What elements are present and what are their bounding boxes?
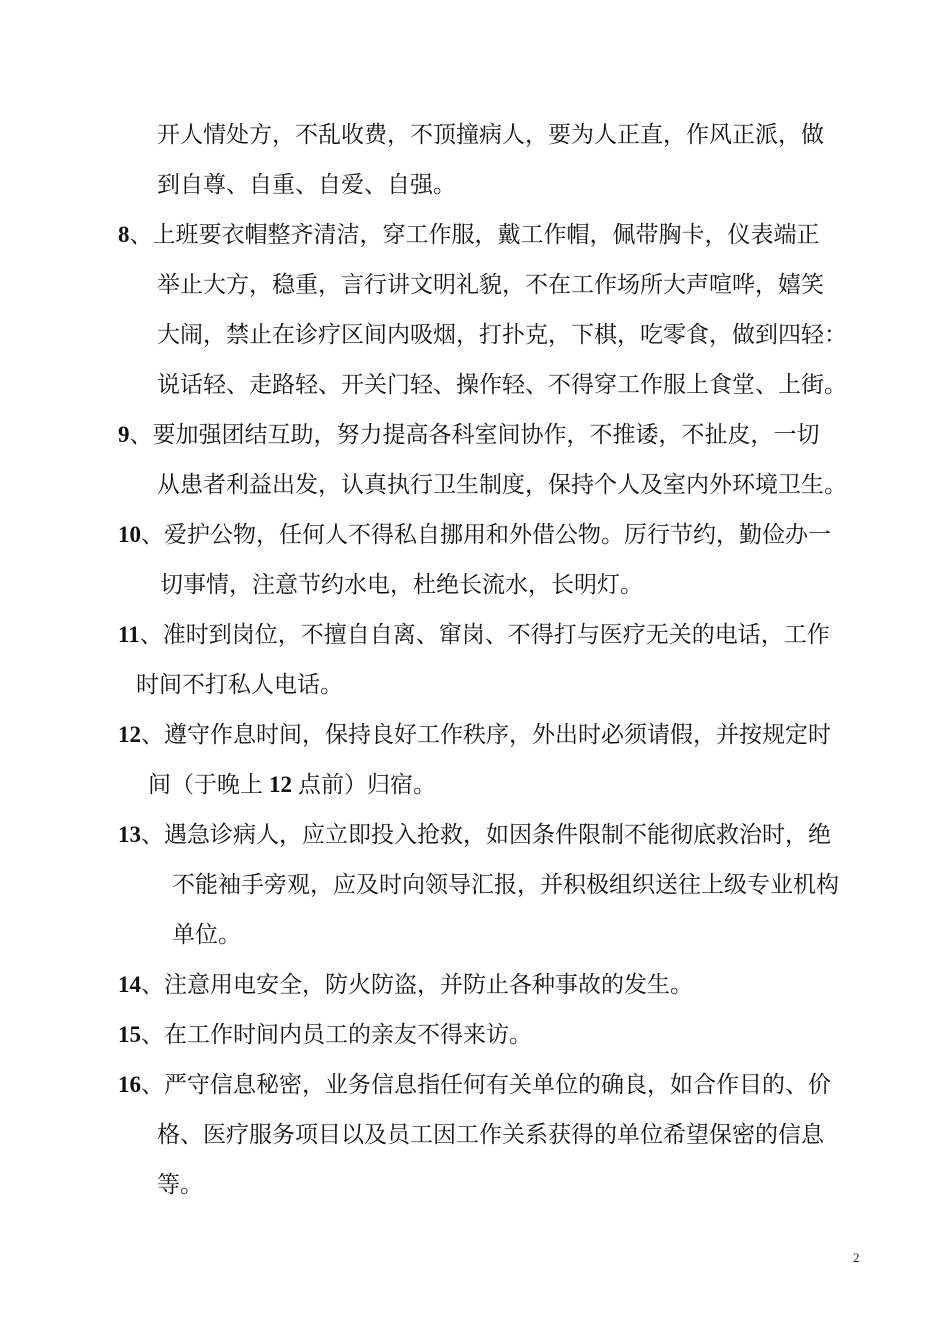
rule-number: 8 bbox=[118, 222, 130, 247]
rule-line: 不能袖手旁观，应及时向领导汇报，并积极组织送往上级专业机构 bbox=[172, 872, 839, 898]
rule-item-11 bbox=[118, 620, 830, 650]
rule-number: 16 bbox=[118, 1072, 141, 1097]
rule-text: 、严守信息秘密，业务信息指任何有关单位的确良，如合作目的、价 bbox=[141, 1072, 831, 1098]
rule-line bbox=[148, 770, 436, 800]
rule-text: 间（于晚上 bbox=[148, 772, 263, 798]
rule-text: 、在工作时间内员工的亲友不得来访。 bbox=[141, 1022, 532, 1048]
rule-line: 从患者利益出发，认真执行卫生制度，保持个人及室内外环境卫生。 bbox=[157, 472, 847, 498]
continuation-line: 到自尊、自重、自爱、自强。 bbox=[157, 172, 456, 198]
rule-number: 14 bbox=[118, 972, 141, 997]
rule-item-10 bbox=[118, 520, 831, 550]
rule-number: 15 bbox=[118, 1022, 141, 1047]
rule-text: 、准时到岗位，不擅自自离、窜岗、不得打与医疗无关的电话，工作 bbox=[139, 622, 830, 648]
rule-number: 12 bbox=[118, 722, 141, 747]
rule-item-15 bbox=[118, 1020, 532, 1050]
rule-line: 说话轻、走路轻、开关门轻、操作轻、不得穿工作服上食堂、上街。 bbox=[157, 372, 847, 398]
rule-line: 单位。 bbox=[172, 922, 241, 948]
rule-number: 13 bbox=[118, 822, 141, 847]
rule-text: 、遵守作息时间，保持良好工作秩序，外出时必须请假，并按规定时 bbox=[141, 722, 831, 748]
rule-item-16 bbox=[118, 1070, 831, 1100]
time-value: 12 bbox=[269, 772, 292, 797]
rule-text: 点前）归宿。 bbox=[298, 772, 436, 798]
rule-text: 、爱护公物，任何人不得私自挪用和外借公物。厉行节约，勤俭办一 bbox=[141, 522, 831, 548]
rule-number: 10 bbox=[118, 522, 141, 547]
rule-item-12 bbox=[118, 720, 831, 750]
page-number: 2 bbox=[853, 1250, 860, 1265]
rule-line: 举止大方，稳重，言行讲文明礼貌，不在工作场所大声喧哗，嬉笑 bbox=[157, 272, 824, 298]
rule-line: 格、医疗服务项目以及员工因工作关系获得的单位希望保密的信息 bbox=[157, 1122, 824, 1148]
rule-line: 时间不打私人电话。 bbox=[136, 672, 343, 698]
rule-item-9 bbox=[118, 420, 820, 450]
continuation-line: 开人情处方，不乱收费，不顶撞病人，要为人正直，作风正派，做 bbox=[157, 122, 824, 148]
rule-line: 等。 bbox=[157, 1172, 203, 1198]
rule-text: 、注意用电安全，防火防盗，并防止各种事故的发生。 bbox=[141, 972, 693, 998]
rule-item-8 bbox=[118, 220, 820, 250]
rule-item-14 bbox=[118, 970, 693, 1000]
rule-text: 、遇急诊病人，应立即投入抢救，如因条件限制不能彻底救治时，绝 bbox=[141, 822, 831, 848]
rule-number: 9 bbox=[118, 422, 130, 447]
rule-text: 、要加强团结互助，努力提高各科室间协作，不推诿，不扯皮，一切 bbox=[129, 422, 820, 448]
rule-item-13 bbox=[118, 820, 831, 850]
rule-line: 切事情，注意节约水电，杜绝长流水，长明灯。 bbox=[160, 572, 643, 598]
rule-text: 、上班要衣帽整齐清洁，穿工作服，戴工作帽，佩带胸卡，仪表端正 bbox=[129, 222, 820, 248]
rule-line: 大闹，禁止在诊疗区间内吸烟，打扑克，下棋，吃零食，做到四轻： bbox=[157, 322, 847, 348]
rule-number: 11 bbox=[118, 622, 140, 647]
